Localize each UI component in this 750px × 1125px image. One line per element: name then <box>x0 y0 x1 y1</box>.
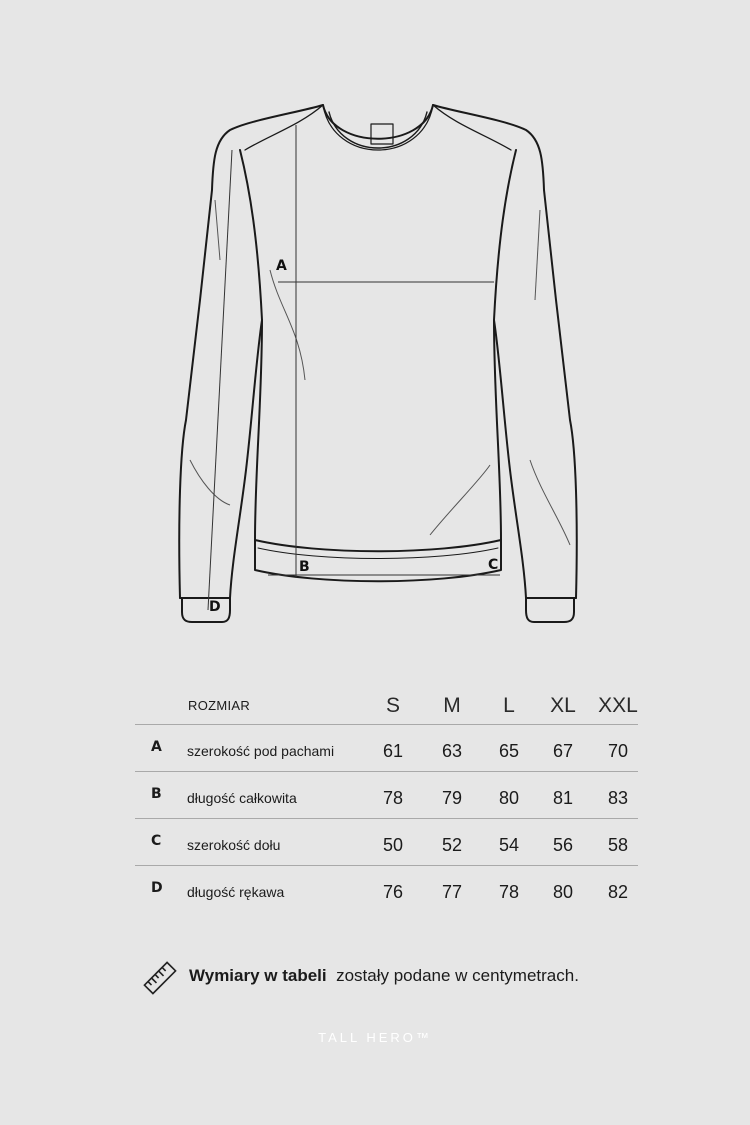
cell-value: 65 <box>498 741 520 761</box>
row-letter: A <box>151 739 162 755</box>
cell-value: 80 <box>552 882 574 902</box>
measure-d-line <box>208 150 232 610</box>
table-row <box>135 725 638 772</box>
row-name: szerokość pod pachami <box>187 743 335 759</box>
cell-value: 70 <box>607 741 629 761</box>
cell-value: 58 <box>607 835 629 855</box>
cell-value: 67 <box>552 741 574 761</box>
measurement-lines <box>208 125 500 610</box>
cell-value: 56 <box>552 835 574 855</box>
note-text <box>189 966 579 986</box>
table-row <box>135 819 638 866</box>
cell-value: 82 <box>607 882 629 902</box>
cell-value: 54 <box>498 835 520 855</box>
sweatshirt-outline <box>179 105 577 622</box>
size-header-label: ROZMIAR <box>188 698 251 713</box>
cell-value: 78 <box>498 882 520 902</box>
note-rest: zostały podane w centymetrach. <box>336 966 579 985</box>
cell-value: 80 <box>498 788 520 808</box>
row-name: długość rękawa <box>187 884 285 900</box>
cell-value: 79 <box>441 788 463 808</box>
cell-value: 81 <box>552 788 574 808</box>
cell-value: 61 <box>382 741 404 761</box>
label-d: D <box>209 599 221 615</box>
table-row <box>135 866 638 912</box>
label-c: C <box>488 557 499 573</box>
brand-footer: TALL HERO™ <box>318 1030 432 1045</box>
size-s: S <box>385 694 400 717</box>
cell-value: 63 <box>441 741 463 761</box>
label-b: B <box>299 559 310 575</box>
row-name: szerokość dołu <box>187 837 281 853</box>
cell-value: 77 <box>441 882 463 902</box>
size-l: L <box>503 694 515 717</box>
row-name: długość całkowita <box>187 790 297 806</box>
size-xl: XL <box>550 694 576 717</box>
row-letter: C <box>151 833 162 849</box>
row-letter: B <box>151 786 162 802</box>
cell-value: 83 <box>607 788 629 808</box>
cell-value: 78 <box>382 788 404 808</box>
row-letter: D <box>151 880 163 896</box>
size-xxl: XXL <box>598 694 638 717</box>
note-bold: Wymiary w tabeli <box>189 966 327 985</box>
cell-value: 76 <box>382 882 404 902</box>
label-a: A <box>276 258 287 274</box>
size-header-row <box>135 690 638 725</box>
size-table <box>135 690 638 912</box>
cell-value: 50 <box>382 835 404 855</box>
table-row <box>135 772 638 819</box>
ruler-icon <box>143 960 177 1001</box>
cell-value: 52 <box>441 835 463 855</box>
size-m: M <box>443 694 461 717</box>
